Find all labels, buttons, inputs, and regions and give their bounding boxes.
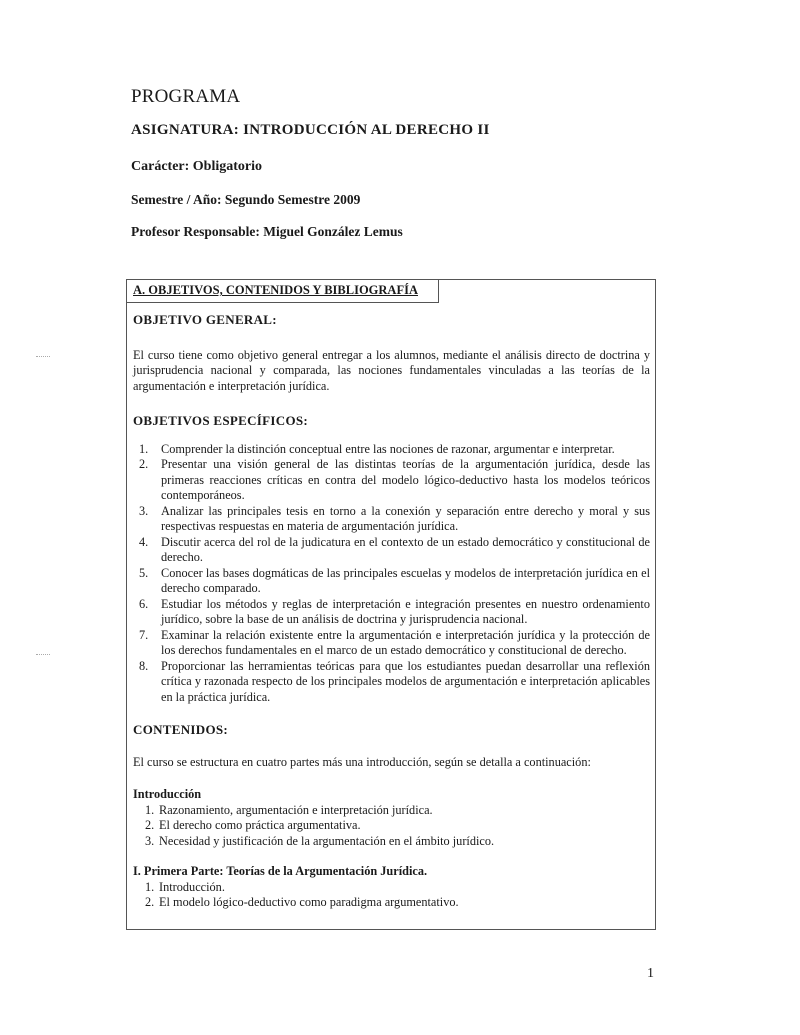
section-a-heading: A. OBJETIVOS, CONTENIDOS Y BIBLIOGRAFÍA (133, 283, 418, 297)
semestre-line: Semestre / Año: Segundo Semestre 2009 (131, 192, 361, 207)
profesor-line: Profesor Responsable: Miguel González Lemus (131, 224, 403, 239)
scan-mark (36, 356, 50, 357)
page-number: 1 (647, 966, 654, 981)
list-item: 6. Estudiar los métodos y reglas de interpretación e integración presentes en nuestro ordenamiento jurídico, sobre la base de un análisis de doctrina y jurisprudencia nacional. (139, 596, 650, 626)
list-item: 2. El modelo lógico-deductivo como paradigma argumentativo. (145, 895, 459, 909)
list-item: 2. El derecho como práctica argumentativa. (145, 818, 361, 832)
page-title: PROGRAMA (131, 86, 241, 107)
list-item: 2. Presentar una visión general de las distintas teorías de la argumentación jurídica, desde las primeras reacciones críticas en contra del modelo lógico-deductivo hasta los modelos teóricos contemporáneos. (139, 457, 650, 502)
section-a-content (133, 312, 650, 911)
list-item: 1. Comprender la distinción conceptual entre las nociones de razonar, argumentar e interpretar. (139, 441, 615, 456)
list-item: 3. Necesidad y justificación de la argumentación en el ámbito jurídico. (145, 833, 495, 848)
scan-mark (36, 654, 50, 655)
list-item: 8. Proporcionar las herramientas teóricas para que los estudiantes puedan desarrollar una reflexión crítica y razonada respecto de los principales modelos de argumentación e interpretación aplicables en la práctica jurídica. (139, 658, 650, 704)
contenidos-heading: CONTENIDOS: (133, 722, 229, 737)
section-a-header (127, 280, 439, 303)
list-item: 5. Conocer las bases dogmáticas de las principales escuelas y modelos de interpretación jurídica en el derecho comparado. (139, 565, 650, 595)
list-item: 1. Introducción. (145, 879, 225, 894)
introduccion-heading: Introducción (133, 787, 202, 801)
list-item: 3. Analizar las principales tesis en torno a la conexión y separación entre derecho y moral y sus respectivas respuestas en materia de argumentación jurídica. (139, 503, 650, 533)
caracter-line: Carácter: Obligatorio (131, 159, 263, 174)
list-item: 7. Examinar la relación existente entre la argumentación e interpretación jurídica y la protección de los derechos fundamentales en el marco de un estado democrático y constitucional de derecho. (139, 627, 650, 657)
primera-parte-list (133, 880, 650, 911)
objetivo-general-heading: OBJETIVO GENERAL: (133, 312, 277, 327)
subject-heading: ASIGNATURA: INTRODUCCIÓN AL DERECHO II (131, 122, 490, 138)
primera-parte-heading: I. Primera Parte: Teorías de la Argumentación Jurídica. (133, 864, 428, 878)
list-item: 4. Discutir acerca del rol de la judicatura en el contexto de un estado democrático y constitucional de derecho. (139, 534, 650, 564)
list-item: 1. Razonamiento, argumentación e interpretación jurídica. (145, 802, 433, 817)
objetivos-especificos-heading: OBJETIVOS ESPECÍFICOS: (133, 413, 309, 428)
introduccion-list (133, 803, 650, 850)
contenidos-intro: El curso se estructura en cuatro partes más una introducción, según se detalla a continuación: (133, 754, 591, 769)
objetivo-general-text: El curso tiene como objetivo general entregar a los alumnos, mediante el análisis directo de doctrina y jurisprudencia nacional y comparada, las nociones fundamentales vinculadas a las teorías de la argumentación e interpretación jurídica. (133, 347, 650, 393)
objetivos-especificos-list (133, 442, 650, 706)
section-a-box (126, 279, 656, 930)
